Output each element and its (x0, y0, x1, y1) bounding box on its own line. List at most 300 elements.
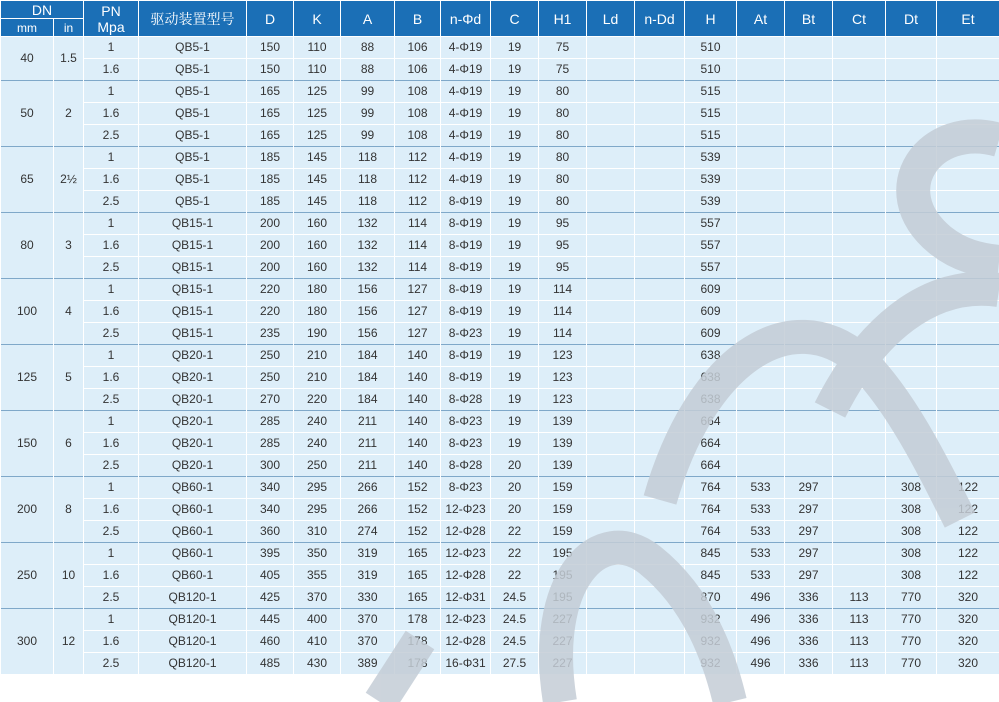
table-cell: 114 (539, 301, 587, 323)
table-cell: 533 (737, 521, 785, 543)
table-cell: 95 (539, 235, 587, 257)
table-cell: 445 (247, 609, 294, 631)
table-cell: 319 (341, 565, 395, 587)
table-cell: 539 (685, 191, 737, 213)
table-cell (587, 301, 635, 323)
table-cell (833, 125, 886, 147)
table-cell: 764 (685, 521, 737, 543)
table-cell (737, 59, 785, 81)
header-col: n-Dd (635, 1, 685, 37)
table-cell: 211 (341, 433, 395, 455)
table-cell (833, 389, 886, 411)
table-cell: QB20-1 (139, 367, 247, 389)
table-cell (635, 169, 685, 191)
table-cell (937, 169, 999, 191)
table-cell: 195 (539, 587, 587, 609)
table-cell: 80 (539, 169, 587, 191)
table-cell: 123 (539, 389, 587, 411)
table-cell (833, 565, 886, 587)
table-cell: 297 (785, 521, 833, 543)
table-cell: 165 (395, 543, 441, 565)
table-cell: 400 (294, 609, 341, 631)
table-cell: 95 (539, 213, 587, 235)
table-cell (886, 191, 937, 213)
table-cell: 533 (737, 565, 785, 587)
table-cell: 664 (685, 455, 737, 477)
table-cell (833, 213, 886, 235)
table-cell (635, 37, 685, 59)
table-cell: 310 (294, 521, 341, 543)
table-cell (635, 191, 685, 213)
table-cell: 185 (247, 191, 294, 213)
table-cell: 12-Φ28 (441, 631, 491, 653)
table-cell (886, 169, 937, 191)
table-cell: 19 (491, 213, 539, 235)
table-cell: 557 (685, 257, 737, 279)
table-cell: 250 (247, 345, 294, 367)
cell-dn-mm: 200 (1, 477, 54, 543)
header-col: D (247, 1, 294, 37)
table-cell: 320 (937, 587, 999, 609)
table-cell: 220 (247, 279, 294, 301)
table-header (1, 1, 999, 37)
table-cell (833, 499, 886, 521)
table-cell: 114 (395, 235, 441, 257)
table-cell (937, 367, 999, 389)
table-cell (937, 455, 999, 477)
cell-dn-in: 6 (54, 411, 84, 477)
table-cell: 295 (294, 477, 341, 499)
cell-dn-in: 2½ (54, 147, 84, 213)
table-cell: 2.5 (84, 257, 139, 279)
cell-dn-in: 12 (54, 609, 84, 675)
table-cell: 308 (886, 477, 937, 499)
table-cell: 8-Φ28 (441, 455, 491, 477)
table-cell: 211 (341, 411, 395, 433)
header-dn-in: in (54, 19, 84, 37)
table-cell (833, 81, 886, 103)
table-row (1, 367, 999, 389)
table-cell: 123 (539, 367, 587, 389)
table-row (1, 499, 999, 521)
table-cell (635, 81, 685, 103)
table-body (1, 37, 999, 675)
table-cell: 1 (84, 477, 139, 499)
table-cell: 340 (247, 477, 294, 499)
table-cell (737, 235, 785, 257)
table-cell (785, 213, 833, 235)
table-cell: QB120-1 (139, 587, 247, 609)
table-cell: QB5-1 (139, 125, 247, 147)
table-cell: 1 (84, 609, 139, 631)
table-cell: 638 (685, 389, 737, 411)
table-cell: 1.6 (84, 565, 139, 587)
table-cell: 178 (395, 609, 441, 631)
table-cell (587, 235, 635, 257)
table-row (1, 587, 999, 609)
table-cell: 127 (395, 279, 441, 301)
table-cell: 123 (539, 345, 587, 367)
table-cell: 533 (737, 543, 785, 565)
table-row (1, 279, 999, 301)
table-cell: 370 (294, 587, 341, 609)
table-cell: QB20-1 (139, 389, 247, 411)
table-cell (886, 411, 937, 433)
table-cell: 22 (491, 543, 539, 565)
table-row (1, 169, 999, 191)
table-cell: 108 (395, 125, 441, 147)
table-cell: 336 (785, 631, 833, 653)
table-cell (937, 147, 999, 169)
header-col: Ld (587, 1, 635, 37)
table-cell: 127 (395, 301, 441, 323)
table-cell: 8-Φ23 (441, 433, 491, 455)
table-cell: 932 (685, 653, 737, 675)
table-cell: 184 (341, 367, 395, 389)
table-cell: 389 (341, 653, 395, 675)
table-cell: 113 (833, 587, 886, 609)
table-cell (635, 653, 685, 675)
header-col: H1 (539, 1, 587, 37)
table-cell (886, 345, 937, 367)
table-cell: 8-Φ19 (441, 345, 491, 367)
table-cell (886, 279, 937, 301)
table-cell: 557 (685, 213, 737, 235)
table-cell: 195 (539, 565, 587, 587)
table-cell: 12-Φ23 (441, 543, 491, 565)
table-cell (886, 301, 937, 323)
table-row (1, 323, 999, 345)
table-cell (737, 279, 785, 301)
table-cell: 145 (294, 147, 341, 169)
table-cell: 19 (491, 433, 539, 455)
table-cell: 118 (341, 169, 395, 191)
table-cell: 19 (491, 37, 539, 59)
table-cell: 19 (491, 367, 539, 389)
cell-dn-in: 8 (54, 477, 84, 543)
table-cell (737, 323, 785, 345)
table-cell: 20 (491, 499, 539, 521)
table-cell: 1.6 (84, 103, 139, 125)
header-drive: 驱动装置型号 (139, 1, 247, 37)
table-cell: 190 (294, 323, 341, 345)
table-cell: 350 (294, 543, 341, 565)
table-cell (785, 81, 833, 103)
table-cell: 178 (395, 653, 441, 675)
table-cell: 2.5 (84, 653, 139, 675)
table-cell (587, 81, 635, 103)
table-cell: 845 (685, 565, 737, 587)
table-cell: QB120-1 (139, 631, 247, 653)
table-cell: 295 (294, 499, 341, 521)
header-dn: DN (1, 1, 84, 19)
header-col: n-Φd (441, 1, 491, 37)
table-cell (886, 213, 937, 235)
table-cell: 764 (685, 477, 737, 499)
table-row (1, 653, 999, 675)
table-cell: 122 (937, 543, 999, 565)
table-cell: 200 (247, 235, 294, 257)
cell-dn-mm: 80 (1, 213, 54, 279)
table-cell: 122 (937, 477, 999, 499)
table-cell (785, 411, 833, 433)
table-cell (833, 37, 886, 59)
table-cell: 159 (539, 499, 587, 521)
table-cell: 4-Φ19 (441, 147, 491, 169)
table-row (1, 477, 999, 499)
table-cell: 27.5 (491, 653, 539, 675)
table-cell: QB15-1 (139, 301, 247, 323)
table-cell (785, 59, 833, 81)
table-cell: 125 (294, 103, 341, 125)
table-cell: 330 (341, 587, 395, 609)
table-cell: 210 (294, 367, 341, 389)
table-row (1, 631, 999, 653)
table-cell: 539 (685, 147, 737, 169)
table-cell (587, 653, 635, 675)
table-cell: 609 (685, 301, 737, 323)
header-col: Bt (785, 1, 833, 37)
table-cell: 8-Φ23 (441, 323, 491, 345)
table-cell (635, 301, 685, 323)
table-cell (886, 147, 937, 169)
table-cell (635, 279, 685, 301)
table-cell: 485 (247, 653, 294, 675)
table-row (1, 521, 999, 543)
table-cell: 200 (247, 213, 294, 235)
table-cell (785, 323, 833, 345)
table-cell (833, 411, 886, 433)
table-cell (587, 345, 635, 367)
table-cell: 200 (247, 257, 294, 279)
table-cell: QB60-1 (139, 543, 247, 565)
table-cell: 410 (294, 631, 341, 653)
table-cell (587, 411, 635, 433)
table-cell (937, 125, 999, 147)
table-cell: QB120-1 (139, 653, 247, 675)
table-cell: 764 (685, 499, 737, 521)
table-cell (587, 213, 635, 235)
header-col: C (491, 1, 539, 37)
table-cell: 24.5 (491, 587, 539, 609)
table-cell (587, 543, 635, 565)
table-cell: 160 (294, 213, 341, 235)
table-cell (635, 543, 685, 565)
table-cell: 1 (84, 213, 139, 235)
table-cell: 112 (395, 169, 441, 191)
table-cell: 370 (341, 631, 395, 653)
table-cell (937, 37, 999, 59)
table-cell (937, 345, 999, 367)
table-cell (587, 433, 635, 455)
table-cell: 240 (294, 411, 341, 433)
cell-dn-mm: 65 (1, 147, 54, 213)
table-cell (587, 37, 635, 59)
table-cell: 308 (886, 543, 937, 565)
table-cell: 140 (395, 345, 441, 367)
table-cell (737, 367, 785, 389)
table-cell (833, 367, 886, 389)
table-cell: 664 (685, 433, 737, 455)
table-cell (635, 455, 685, 477)
header-pn-unit: Mpa (97, 18, 125, 35)
table-cell: QB60-1 (139, 565, 247, 587)
table-cell (833, 543, 886, 565)
table-row (1, 235, 999, 257)
table-cell: 139 (539, 433, 587, 455)
table-cell: 95 (539, 257, 587, 279)
table-cell: QB5-1 (139, 81, 247, 103)
table-cell: 145 (294, 191, 341, 213)
table-cell: 184 (341, 345, 395, 367)
table-cell: QB5-1 (139, 37, 247, 59)
table-cell: 4-Φ19 (441, 169, 491, 191)
table-cell (833, 521, 886, 543)
table-cell (785, 389, 833, 411)
table-cell: QB60-1 (139, 521, 247, 543)
table-cell: 297 (785, 543, 833, 565)
table-cell: 19 (491, 125, 539, 147)
table-cell: 1.6 (84, 169, 139, 191)
table-cell (587, 631, 635, 653)
table-cell: 370 (341, 609, 395, 631)
table-cell (635, 235, 685, 257)
table-cell: 2.5 (84, 455, 139, 477)
table-cell (833, 59, 886, 81)
table-cell: QB5-1 (139, 103, 247, 125)
table-cell (737, 37, 785, 59)
table-cell (587, 279, 635, 301)
table-cell: 19 (491, 59, 539, 81)
table-cell: 125 (294, 125, 341, 147)
table-cell: 165 (247, 125, 294, 147)
table-cell: 24.5 (491, 631, 539, 653)
table-cell: 19 (491, 235, 539, 257)
table-cell: QB20-1 (139, 345, 247, 367)
table-cell (587, 565, 635, 587)
table-cell: 638 (685, 367, 737, 389)
table-cell: 80 (539, 191, 587, 213)
table-cell (635, 411, 685, 433)
table-cell: 165 (395, 565, 441, 587)
table-cell (785, 147, 833, 169)
table-cell: 770 (886, 587, 937, 609)
table-row (1, 543, 999, 565)
table-cell: 270 (247, 389, 294, 411)
table-cell: QB20-1 (139, 433, 247, 455)
cell-dn-mm: 100 (1, 279, 54, 345)
table-cell (587, 191, 635, 213)
table-cell (785, 433, 833, 455)
table-cell: 165 (247, 103, 294, 125)
table-row (1, 433, 999, 455)
table-cell: 308 (886, 565, 937, 587)
table-cell: 297 (785, 499, 833, 521)
table-cell: 2.5 (84, 323, 139, 345)
cell-dn-in: 3 (54, 213, 84, 279)
table-cell (833, 103, 886, 125)
table-cell: 1 (84, 81, 139, 103)
table-cell (587, 257, 635, 279)
table-cell (833, 147, 886, 169)
table-cell (635, 125, 685, 147)
table-cell (737, 147, 785, 169)
table-cell: 300 (247, 455, 294, 477)
table-cell: 19 (491, 411, 539, 433)
table-cell: 127 (395, 323, 441, 345)
table-cell: 227 (539, 609, 587, 631)
table-cell (886, 37, 937, 59)
table-cell (937, 257, 999, 279)
table-cell: QB15-1 (139, 235, 247, 257)
table-cell: 1.6 (84, 631, 139, 653)
table-cell (886, 367, 937, 389)
table-cell: 106 (395, 59, 441, 81)
table-cell: 336 (785, 609, 833, 631)
table-cell: 4-Φ19 (441, 125, 491, 147)
table-cell: 430 (294, 653, 341, 675)
table-cell: 114 (395, 213, 441, 235)
table-cell (886, 389, 937, 411)
table-cell: 113 (833, 609, 886, 631)
table-cell: 19 (491, 257, 539, 279)
table-cell (886, 125, 937, 147)
table-cell: 395 (247, 543, 294, 565)
table-cell (886, 257, 937, 279)
table-cell: 19 (491, 147, 539, 169)
table-cell: 20 (491, 455, 539, 477)
table-cell (737, 433, 785, 455)
table-row (1, 455, 999, 477)
table-cell: 80 (539, 125, 587, 147)
table-cell: 1.6 (84, 235, 139, 257)
table-cell (937, 433, 999, 455)
table-cell: 140 (395, 455, 441, 477)
table-cell: QB15-1 (139, 279, 247, 301)
table-row (1, 147, 999, 169)
table-cell: 460 (247, 631, 294, 653)
table-cell (833, 455, 886, 477)
table-cell (937, 323, 999, 345)
table-cell (886, 323, 937, 345)
table-cell (587, 147, 635, 169)
table-cell: 20 (491, 477, 539, 499)
table-cell (587, 521, 635, 543)
table-cell (937, 235, 999, 257)
table-cell: QB60-1 (139, 499, 247, 521)
table-cell (635, 345, 685, 367)
table-cell: 4-Φ19 (441, 37, 491, 59)
table-cell: 320 (937, 653, 999, 675)
table-cell (587, 169, 635, 191)
table-cell: 19 (491, 279, 539, 301)
table-cell: 609 (685, 323, 737, 345)
table-cell: 1.6 (84, 433, 139, 455)
table-cell (785, 455, 833, 477)
table-row (1, 301, 999, 323)
cell-dn-in: 1.5 (54, 37, 84, 81)
table-cell: 140 (395, 433, 441, 455)
table-cell: 19 (491, 191, 539, 213)
table-cell: 112 (395, 147, 441, 169)
table-cell: 8-Φ23 (441, 411, 491, 433)
table-cell: 308 (886, 521, 937, 543)
table-cell: 770 (886, 609, 937, 631)
table-cell (635, 367, 685, 389)
table-cell: 118 (341, 191, 395, 213)
table-cell: 8-Φ19 (441, 257, 491, 279)
table-row (1, 609, 999, 631)
